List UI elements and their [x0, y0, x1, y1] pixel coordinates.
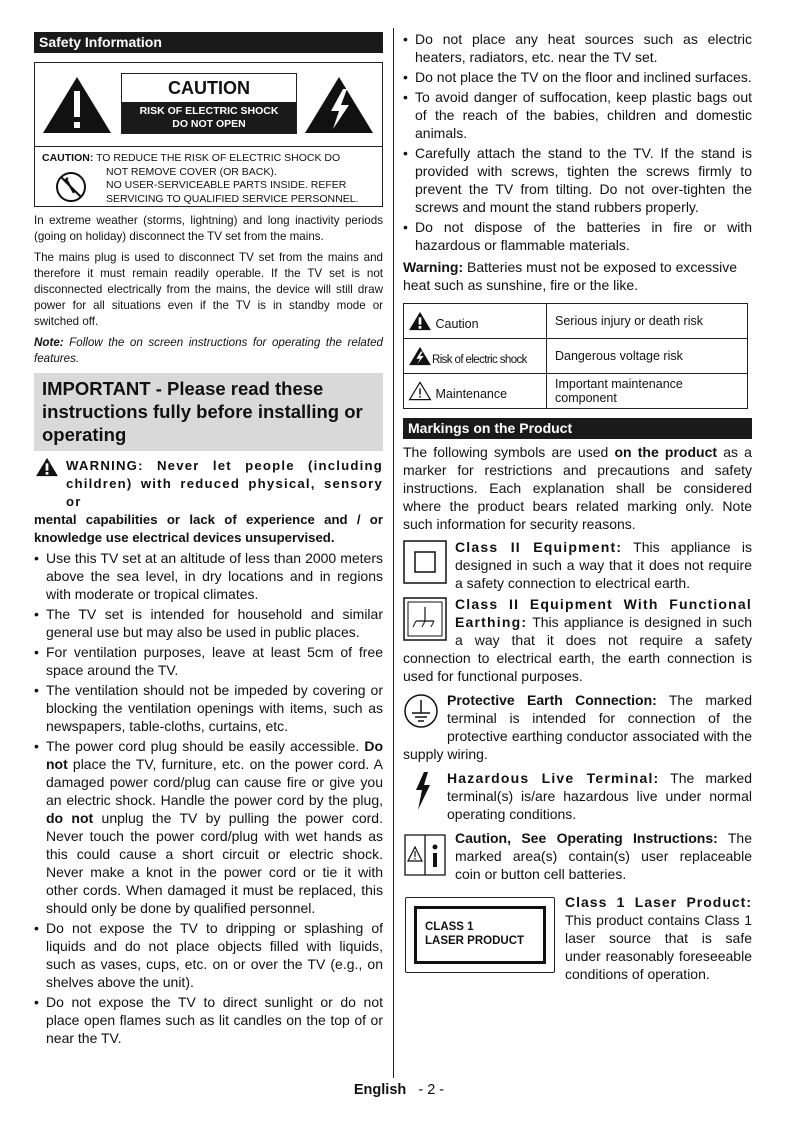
protective-earth-icon [403, 693, 439, 729]
markings-intro [403, 443, 752, 533]
symbol-cell [404, 339, 547, 374]
see-instructions-title: Caution, See Operating Instructions: [455, 830, 718, 846]
laser-line-1: CLASS 1 [425, 921, 474, 933]
caution-label-box [34, 62, 383, 207]
meaning-cell: Serious injury or death risk [547, 304, 748, 339]
maintenance-triangle-icon [408, 381, 432, 401]
laser-line-2: LASER PRODUCT [425, 935, 525, 947]
table-row [404, 339, 748, 374]
class-ii-functional-earth-icon [403, 597, 447, 641]
list-item: • Do not dispose of the batteries in fire or with hazardous or flammable materials. [403, 218, 752, 254]
electric-shock-triangle-icon [408, 346, 432, 366]
meaning-cell: Dangerous voltage risk [547, 339, 748, 374]
cord-text-b: Do not [46, 738, 383, 772]
mains-plug-paragraph: The mains plug is used to disconnect TV set from the mains and therefore it must remain readily operable. If the TV set is not disconnected electrically from the mains, the device will still draw power for all situations even if the TV is in standby mode or switched off. [34, 251, 383, 328]
list-item: • For ventilation purposes, leave at least 5cm of free space around the TV. [34, 643, 383, 679]
footer-language: English [353, 1082, 407, 1098]
markings-intro-c: as a marker for restrictions and precautions and safety instructions. Each explanation shall be considered where the product bears related marking only. Note such information for security reasons. [403, 444, 752, 532]
laser-product-label [405, 897, 555, 973]
battery-warning-text: Batteries must not be exposed to excessive heat such as sunshine, fire or the like. [403, 259, 738, 293]
see-instructions-marking [403, 829, 752, 883]
note-paragraph [34, 335, 383, 367]
caution-sub-line1: RISK OF ELECTRIC SHOCK [139, 105, 279, 117]
symbol-label: Caution [435, 317, 479, 331]
symbol-label: Maintenance [435, 387, 508, 401]
laser-title: Class 1 Laser Product: [565, 894, 752, 910]
class-ii-functional-text: This appliance is designed in such a way that it does not require a safety connection to electrical earth, the earth connection is used for functional purposes. [403, 614, 752, 684]
see-instructions-icon [403, 831, 447, 877]
caution-line-4: SERVICING TO QUALIFIED SERVICE PERSONNEL. [106, 192, 359, 205]
warning-triangle-icon [34, 457, 60, 477]
meaning-cell: Important maintenance component [547, 374, 748, 409]
hazardous-live-title: Hazardous Live Terminal: [447, 770, 660, 786]
caution-lead: CAUTION: [42, 152, 94, 164]
symbol-table [403, 303, 748, 409]
lightning-bolt-icon [413, 771, 433, 811]
markings-heading: Markings on the Product [403, 418, 752, 439]
class-ii-marking [403, 538, 752, 592]
class-ii-functional-marking [403, 595, 752, 685]
list-item: • Carefully attach the stand to the TV. If the stand is provided with screws, tighten the screws firmly to prevent the TV from tilting. Do not over-tighten the screws and mount the stand rubbers properly. [403, 144, 752, 216]
laser-label-inner [414, 906, 546, 964]
hazardous-live-marking [403, 769, 752, 823]
page-number: - 2 - [418, 1082, 445, 1098]
left-bullet-list [34, 549, 383, 1047]
list-item: • Use this TV set at an altitude of less than 2000 meters above the sea level, in dry locations and in regions with moderate or tropical climates. [34, 549, 383, 603]
list-item: • To avoid danger of suffocation, keep plastic bags out of the reach of the babies, children and domestic animals. [403, 88, 752, 142]
see-instructions-text: The marked area(s) contain(s) user replaceable coin or button cell batteries. [455, 830, 752, 882]
right-column [403, 32, 752, 983]
warning-rest: mental capabilities or lack of experience and / or knowledge use electrical devices unsupervised. [34, 512, 383, 545]
symbol-label: Risk of electric shock [432, 354, 527, 366]
caution-line-2: NOT REMOVE COVER (OR BACK). [106, 165, 277, 178]
protective-earth-title: Protective Earth Connection: [447, 692, 657, 708]
list-item: • Do not place the TV on the floor and inclined surfaces. [403, 68, 752, 86]
column-divider [393, 28, 394, 1078]
caution-line-1: TO REDUCE THE RISK OF ELECTRIC SHOCK DO [96, 152, 341, 164]
laser-marking [403, 893, 752, 983]
list-item: • Do not expose the TV to dripping or splashing of liquids and do not place objects filled with liquids, such as vases, cups, etc. on or over the TV (e.g., on shelves above the unit). [34, 919, 383, 991]
page-footer [0, 1082, 798, 1098]
class-ii-icon [403, 540, 447, 584]
battery-warning-label: Warning: [403, 259, 464, 275]
caution-subtitle [122, 102, 296, 133]
caution-triangle-icon [408, 311, 432, 331]
battery-warning [403, 258, 752, 294]
cord-text-e: unplug the TV by pulling the power cord. Never touch the power cord/plug with wet hands as this could cause a short circuit or electric shock. Never make a knot in the power cord or tie it with other cords. When damaged it must be replaced, this should only be done by qualified personnel. [46, 810, 383, 916]
protective-earth-marking [403, 691, 752, 763]
cord-text-a: The power cord plug should be easily accessible. [46, 738, 365, 754]
lightning-triangle-icon [303, 75, 375, 135]
caution-title: CAUTION [168, 78, 250, 98]
caution-warning-text [42, 152, 377, 206]
markings-intro-a: The following symbols are used [403, 444, 615, 460]
laser-text: This product contains Class 1 laser source that is safe under reasonably foreseeable conditions of operation. [565, 912, 752, 982]
table-row [404, 374, 748, 409]
weather-paragraph: In extreme weather (storms, lightning) and long inactivity periods (going on holiday) disconnect the TV set from the mains. [34, 214, 383, 243]
symbol-cell [404, 304, 547, 339]
caution-divider [35, 146, 382, 147]
protective-earth-text: The marked terminal is intended for connection of the protective earthing conductor associated with the supply wiring. [403, 692, 752, 762]
table-row [404, 304, 748, 339]
important-banner: IMPORTANT - Please read these instructions fully before installing or operating [34, 373, 383, 451]
no-screwdriver-icon [55, 171, 87, 203]
exclamation-triangle-icon [41, 75, 113, 135]
cord-text-d: do not [46, 810, 94, 826]
class-ii-title: Class II Equipment: [455, 539, 623, 555]
right-bullet-list [403, 30, 752, 254]
class-ii-functional-title: Class II Equipment With Functional Earthing: [455, 596, 752, 630]
left-column [34, 32, 383, 1047]
symbol-cell [404, 374, 547, 409]
warning-paragraph [34, 457, 383, 547]
list-item: • The TV set is intended for household and similar general use but may also be used in public places. [34, 605, 383, 641]
hazardous-live-text: The marked terminal(s) is/are hazardous live under normal operating conditions. [447, 770, 752, 822]
class-ii-text: This appliance is designed in such a way that it does not require a safety connection to electrical earth. [455, 539, 752, 591]
warning-label: WARNING: Never let people (including children) with reduced physical, sensory or [66, 458, 383, 509]
cord-text-c: place the TV, furniture, etc. on the power cord. A damaged power cord/plug can cause fire or give you an electric shock. Handle the power cord by the plug, [46, 756, 383, 808]
list-item: • Do not place any heat sources such as electric heaters, radiators, etc. near the TV set. [403, 30, 752, 66]
caution-line-3: NO USER-SERVICEABLE PARTS INSIDE. REFER [106, 179, 347, 191]
caution-plate [121, 73, 297, 134]
safety-information-heading: Safety Information [34, 32, 383, 53]
note-text: Follow the on screen instructions for operating the related features. [34, 336, 383, 365]
caution-sub-line2: DO NOT OPEN [172, 118, 246, 130]
list-item: • The ventilation should not be impeded by covering or blocking the ventilation openings with items, such as newspapers, table-cloths, curtains, etc. [34, 681, 383, 735]
note-label: Note: [34, 336, 64, 349]
list-item: • Do not expose the TV to direct sunlight or do not place open flames such as lit candles on the top of or near the TV. [34, 993, 383, 1047]
list-item-power-cord [34, 737, 383, 917]
markings-intro-b: on the product [614, 444, 718, 460]
